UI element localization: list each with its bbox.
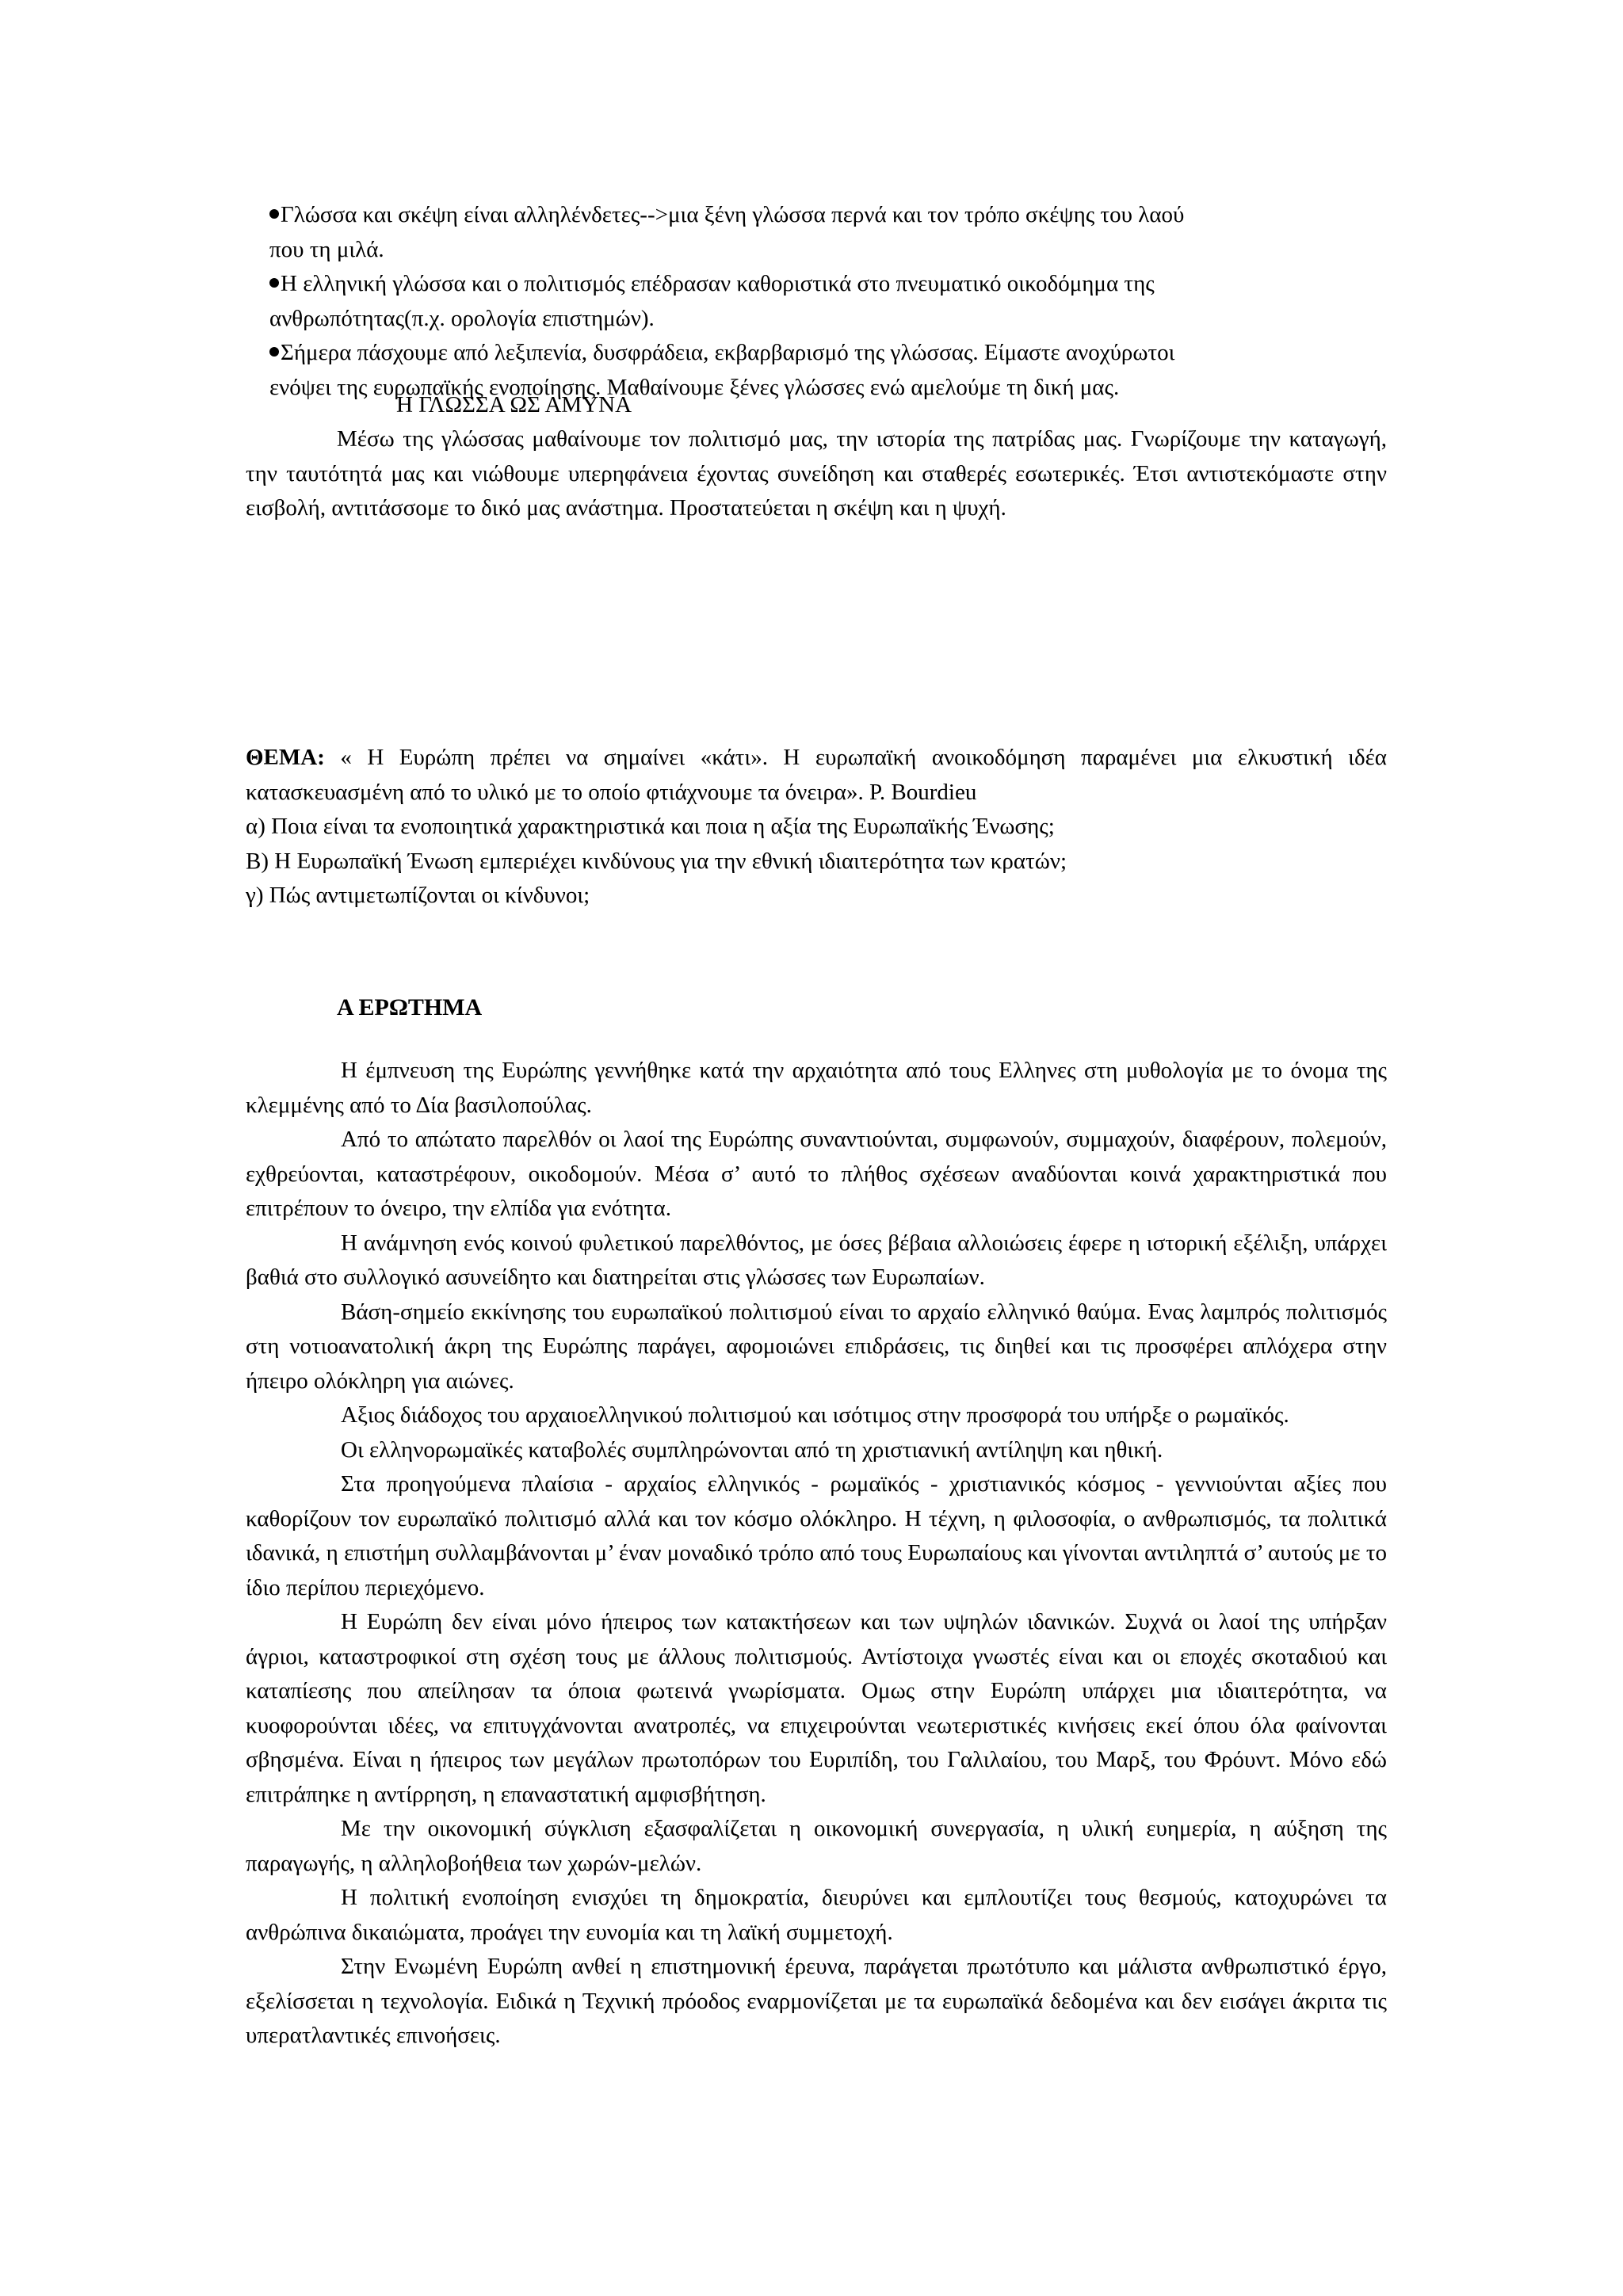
bullet-item-3 (269, 336, 1387, 371)
bullet-list (269, 198, 1387, 405)
bullet-text: Σήμερα πάσχουμε από λεξιπενία, δυσφράδεια, εκβαρβαρισμό της γλώσσας. Είμαστε ανοχύρωτοι (281, 340, 1175, 365)
essay-paragraph: Αξιος διάδοχος του αρχαιοελληνικού πολιτισμού και ισότιμος στην προσφορά του υπήρξε ο ρωμαϊκός. (341, 1402, 1289, 1428)
bullet-text: Η ελληνική γλώσσα και ο πολιτισμός επέδρασαν καθοριστικά στο πνευματικό οικοδόμημα της (281, 271, 1155, 296)
essay-paragraph: Στην Ενωμένη Ευρώπη ανθεί η επιστημονική έρευνα, παράγεται πρωτότυπο και μάλιστα ανθρωπιστικό έργο, εξελίσσεται η τεχνολογία. Ειδικά η Τεχνική πρόοδος εναρμονίζεται με τα ευρωπαϊκά δεδομένα και δεν εισάγει άκριτα τις υπερατλαντικές επινοήσεις. (246, 1954, 1387, 2048)
essay-paragraph: Η ανάμνηση ενός κοινού φυλετικού παρελθόντος, με όσες βέβαια αλλοιώσεις έφερε η ιστορική εξέλιξη, υπάρχει βαθιά στο συλλογικό ασυνείδητο και διατηρείται στις γλώσσες των Ευρωπαίων. (246, 1230, 1387, 1290)
essay-paragraph: Η πολιτική ενοποίηση ενισχύει τη δημοκρατία, διευρύνει και εμπλουτίζει τους θεσμούς, κατοχυρώνει τα ανθρώπινα δικαιώματα, προάγει την ευνομία και τη λαϊκή συμμετοχή. (246, 1885, 1387, 1945)
bullet-item-1 (269, 198, 1387, 233)
bullet-text-continued: ενόψει της ευρωπαϊκής ενοποίησης. Μαθαίνουμε ξένες γλώσσες ενώ αμελούμε τη δική μας. (269, 374, 1120, 400)
question-a: α) Ποια είναι τα ενοποιητικά χαρακτηριστικά και ποια η αξία της Ευρωπαϊκής Ένωσης; (246, 814, 1055, 839)
essay-paragraph: Η Ευρώπη δεν είναι μόνο ήπειρος των κατακτήσεων και των υψηλών ιδανικών. Συχνά οι λαοί της υπήρξαν άγριοι, καταστροφικοί στη σχέση τους με άλλους πολιτισμούς. Αντίστοιχα γνωστές είναι και οι εποχές σκοταδιού και καταπίεσης που απείλησαν τα όποια φωτεινά γνωρίσματα. Ομως στην Ευρώπη υπάρχει μια ιδιαιτερότητα, να κυοφορούνται ιδέες, να επιτυγχάνονται ανατροπές, να επιχειρούνται νεωτεριστικές κινήσεις εκεί όπου όλα φαίνονται σβησμένα. Είναι η ήπειρος των μεγάλων πρωτοπόρων του Ευριπίδη, του Γαλιλαίου, του Μαρξ, του Φρόυντ. Μόνο εδώ επιτράπηκε η αντίρρηση, η επαναστατική αμφισβήτηση. (246, 1609, 1387, 1807)
essay-paragraph: Με την οικονομική σύγκλιση εξασφαλίζεται η οικονομική συνεργασία, η υλική ευημερία, η αύξηση της παραγωγής, η αλληλοβοήθεια των χωρών-μελών. (246, 1816, 1387, 1876)
bullet-text-continued: που τη μιλά. (269, 236, 384, 262)
bullet-dot-icon (269, 209, 279, 219)
section-heading-amyna: Η ΓΛΩΣΣΑ ΩΣ ΑΜΥΝΑ (396, 392, 632, 418)
amyna-paragraph: Μέσω της γλώσσας μαθαίνουμε τον πολιτισμό μας, την ιστορία της πατρίδας μας. Γνωρίζουμε την καταγωγή, την ταυτότητά μας και νιώθουμε υπερηφάνεια έχοντας συνείδηση και σταθερές εσωτερικές. Έτσι αντιστεκόμαστε στην εισβολή, αντιτάσσομε το δικό μας ανάστημα. Προστατεύεται η σκέψη και η ψυχή. (246, 426, 1387, 521)
question-c: γ) Πώς αντιμετωπίζονται οι κίνδυνοι; (246, 883, 590, 908)
bullet-item-2 (269, 267, 1387, 302)
question-b: Β) Η Ευρωπαϊκή Ένωση εμπεριέχει κινδύνους για την εθνική ιδιαιτερότητα των κρατών; (246, 848, 1067, 874)
bullet-text-continued: ανθρωπότητας(π.χ. ορολογία επιστημών). (269, 305, 655, 331)
bullet-text: Γλώσσα και σκέψη είναι αλληλένδετες-->μια ξένη γλώσσα περνά και τον τρόπο σκέψης του λαού (281, 202, 1185, 227)
thema-statement (246, 741, 1387, 810)
essay-body (246, 1054, 1387, 2054)
section-title-a-erotima: Α ΕΡΩΤΗΜΑ (337, 994, 483, 1020)
essay-paragraph: Βάση-σημείο εκκίνησης του ευρωπαϊκού πολιτισμού είναι το αρχαίο ελληνικό θαύμα. Ενας λαμπρός πολιτισμός στη νοτιοανατολική άκρη της Ευρώπης παράγει, αφομοιώνει επιδράσεις, τις διηθεί και τις προσφέρει απλόχερα στην ήπειρο ολόκληρη για αιώνες. (246, 1299, 1387, 1394)
essay-paragraph: Από το απώτατο παρελθόν οι λαοί της Ευρώπης συναντιούνται, συμφωνούν, συμμαχούν, διαφέρουν, πολεμούν, εχθρεύονται, καταστρέφουν, οικοδομούν. Μέσα σ’ αυτό το πλήθος σχέσεων αναδύονται κοινά χαρακτηριστικά που επιτρέπουν το όνειρο, την ελπίδα για ενότητα. (246, 1127, 1387, 1221)
thema-text: « Η Ευρώπη πρέπει να σημαίνει «κάτι». Η ευρωπαϊκή ανοικοδόμηση παραμένει μια ελκυστική ιδέα κατασκευασμένη από το υλικό με το οποίο φτιάχνουμε τα όνειρα». P. Bourdieu (246, 745, 1387, 805)
thema-label: ΘΕΜΑ: (246, 745, 325, 770)
essay-paragraph: Η έμπνευση της Ευρώπης γεννήθηκε κατά την αρχαιότητα από τους Ελληνες στη μυθολογία με το όνομα της κλεμμένης από το Δία βασιλοπούλας. (246, 1058, 1387, 1118)
essay-paragraph: Στα προηγούμενα πλαίσια - αρχαίος ελληνικός - ρωμαϊκός - χριστιανικός κόσμος - γεννιούνται αξίες που καθορίζουν τον ευρωπαϊκό πολιτισμό αλλά και τον κόσμο ολόκληρο. Η τέχνη, η φιλοσοφία, ο ανθρωπισμός, τα πολιτικά ιδανικά, η επιστήμη συλλαμβάνονται μ’ έναν μοναδικό τρόπο από τους Ευρωπαίους και γίνονται αντιληπτά σ’ αυτούς με το ίδιο περίπου περιεχόμενο. (246, 1471, 1387, 1600)
amyna-section (246, 422, 1387, 526)
bullet-dot-icon (269, 278, 279, 288)
essay-paragraph: Οι ελληνορωμαϊκές καταβολές συμπληρώνονται από τη χριστιανική αντίληψη και ηθική. (341, 1436, 1163, 1463)
bullet-dot-icon (269, 347, 279, 357)
thema-section (246, 741, 1387, 913)
